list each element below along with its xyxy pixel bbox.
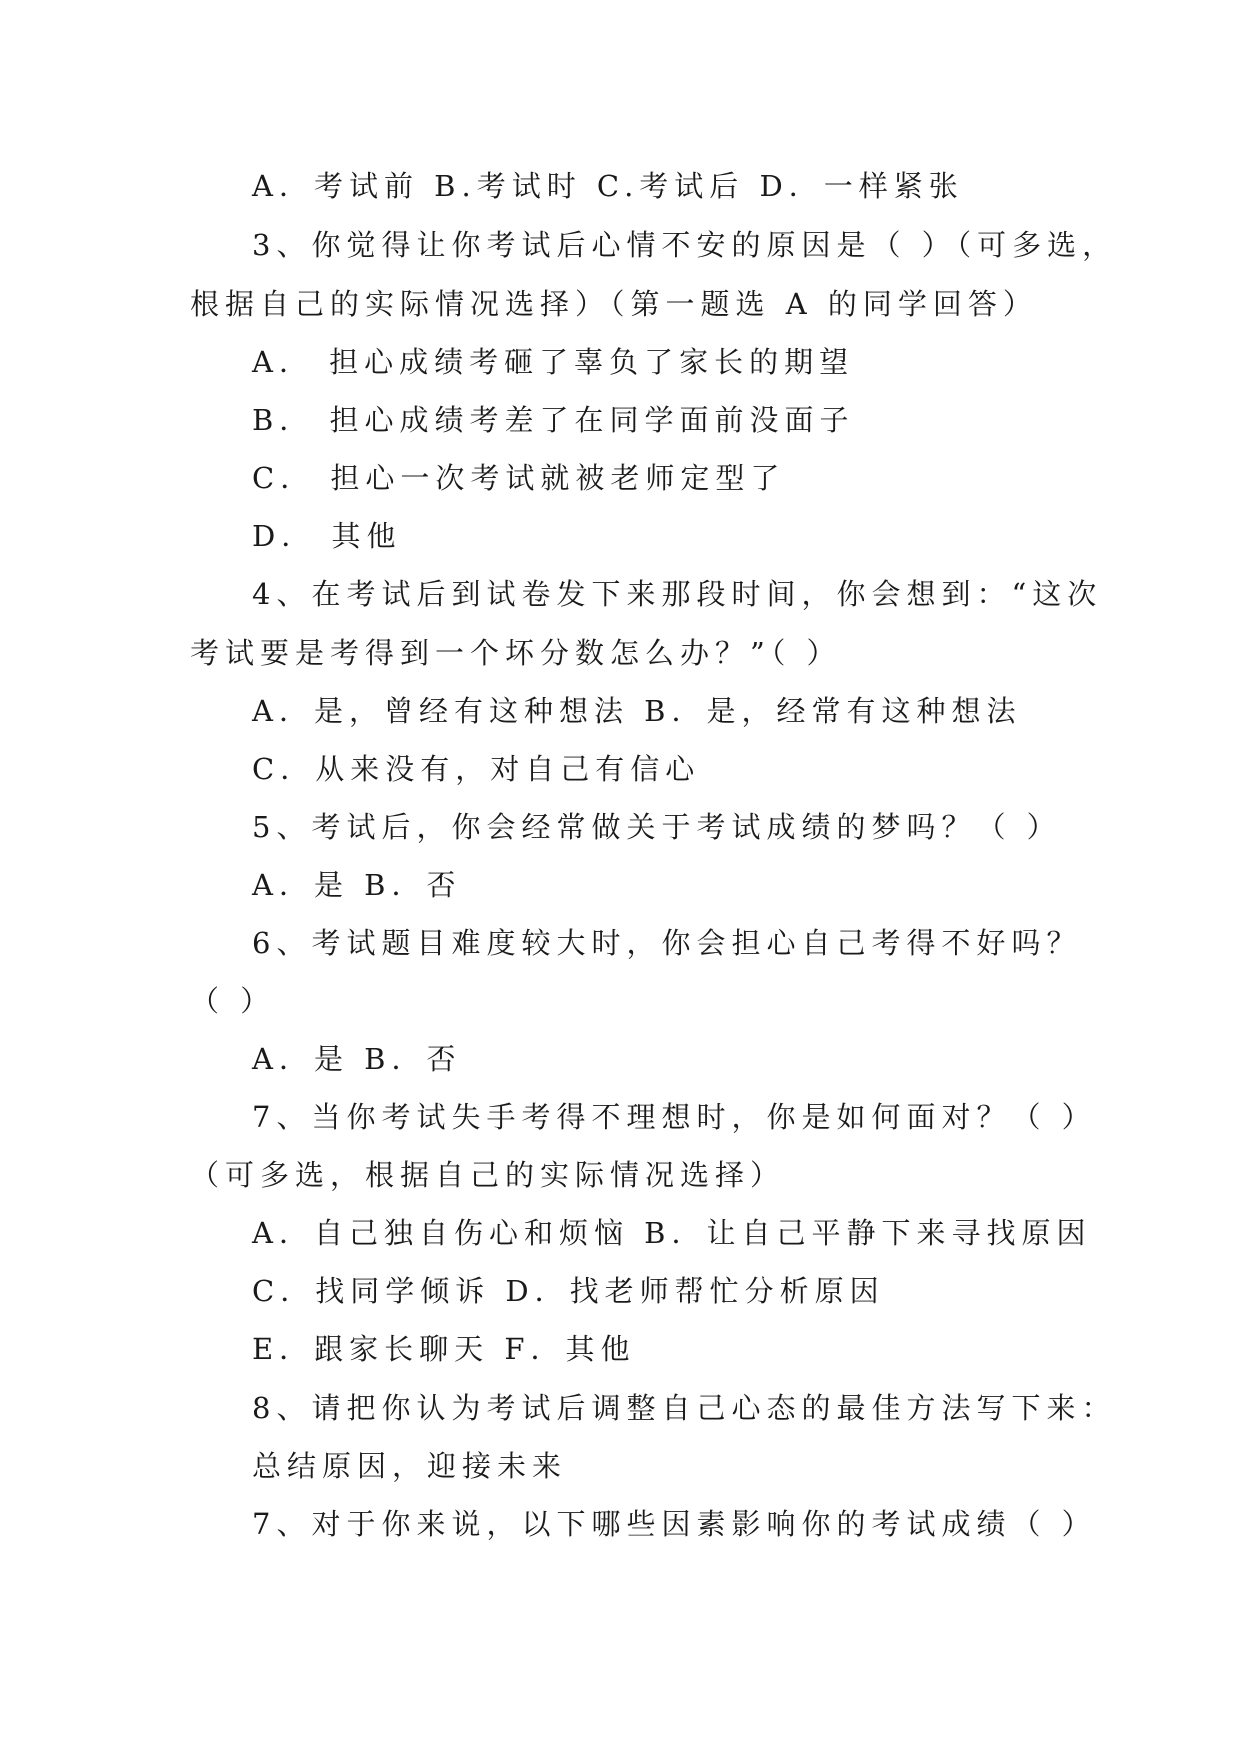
- question-3-text-cont: 根据自己的实际情况选择）（第一题选 A 的同学回答）: [190, 287, 1038, 321]
- question-2-options: A．考试前 B.考试时 C.考试后 D．一样紧张: [252, 169, 964, 203]
- question-8-answer: 总结原因，迎接未来: [252, 1449, 568, 1483]
- question-3-option-d: D． 其他: [252, 519, 402, 553]
- question-3-option-b: B． 担心成绩考差了在同学面前没面子: [252, 403, 855, 437]
- question-6-options: A．是 B．否: [252, 1042, 462, 1076]
- question-4-options-ab: A．是，曾经有这种想法 B．是，经常有这种想法: [252, 694, 1022, 728]
- question-7-text-cont: （可多选，根据自己的实际情况选择）: [190, 1158, 786, 1192]
- question-4-option-c: C．从来没有，对自己有信心: [252, 752, 701, 786]
- question-6-text: 6、考试题目难度较大时，你会担心自己考得不好吗？: [252, 926, 1082, 960]
- question-7b-text: 7、对于你来说，以下哪些因素影响你的考试成绩（ ）: [252, 1507, 1097, 1541]
- question-7-options-ef: E．跟家长聊天 F．其他: [252, 1332, 636, 1366]
- question-5-text: 5、考试后，你会经常做关于考试成绩的梦吗？（ ）: [252, 810, 1062, 844]
- question-3-option-a: A． 担心成绩考砸了辜负了家长的期望: [252, 345, 855, 379]
- question-7-options-cd: C．找同学倾诉 D．找老师帮忙分析原因: [252, 1274, 885, 1308]
- question-4-text-cont: 考试要是考得到一个坏分数怎么办？”（ ）: [190, 636, 842, 670]
- question-6-text-cont: （ ）: [190, 984, 276, 1018]
- question-5-options: A．是 B．否: [252, 868, 462, 902]
- question-7-text: 7、当你考试失手考得不理想时，你是如何面对？（ ）: [252, 1100, 1097, 1134]
- question-7-options-ab: A．自己独自伤心和烦恼 B．让自己平静下来寻找原因: [252, 1216, 1092, 1250]
- question-8-text: 8、请把你认为考试后调整自己心态的最佳方法写下来：: [252, 1391, 1117, 1425]
- question-3-text: 3、你觉得让你考试后心情不安的原因是（ ）（可多选，: [252, 228, 1118, 262]
- question-4-text: 4、在考试后到试卷发下来那段时间，你会想到：“这次: [252, 577, 1103, 611]
- question-3-option-c: C． 担心一次考试就被老师定型了: [252, 461, 786, 495]
